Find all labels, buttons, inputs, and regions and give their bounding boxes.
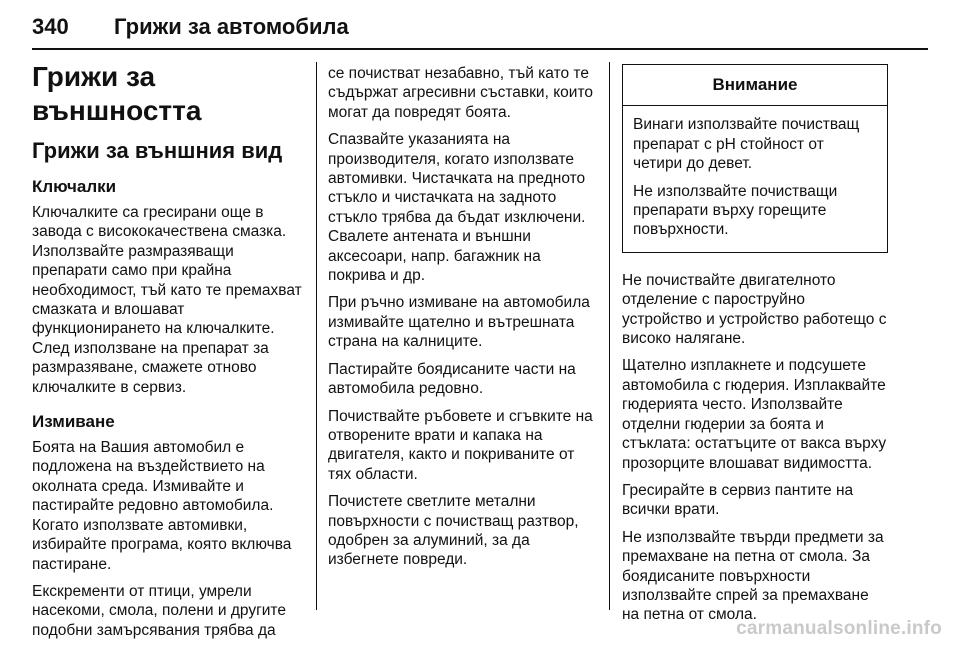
paragraph: Почистете светлите метални повърхности с почистващ разтвор, одобрен за алуминий, за да избегнете повреди. [328,493,579,569]
notice-text-2: Не използвайте почистващи препарати върху горещите повърхности. [633,182,838,239]
paragraph: Почиствайте ръбовете и сгъвките на отворените врати и капака на двигателя, както и покриваните от тях области. [328,407,593,483]
paragraph: Не използвайте твърди предмети за премахване на петна от смола. За боядисаните повърхности използвайте спрей за премахване на петна от смола. [622,528,884,624]
paragraph: Спазвайте указанията на производителя, когато използвате автомивки. Чистачката на предното стъкло и чистачката на задното стъкло трябва да бъдат изключени. Свалете антената и външни аксесоари, напр. багажник на покрива и др. [328,131,586,285]
column-divider-2 [609,62,610,610]
notice-title: Внимание [623,65,887,106]
heading-locks: Ключалки [32,177,117,196]
text-washing-1: Боята на Вашия автомобил е подложена на въздействието на околната среда. Измивайте и пастирайте редовно автомобила. Когато използвате автомивки, избирайте програма, която включва пастиране. [32,439,292,573]
paragraph: Гресирайте в сервиз пантите на всички врати. [622,481,854,519]
notice-box [622,64,888,253]
header-divider [32,48,928,50]
heading-washing: Измиване [32,412,115,432]
chapter-title: Грижи за автомобила [114,14,349,39]
paragraph: Не почиствайте двигателното отделение с пароструйно устройство и устройство работещо с високо налягане. [622,271,887,348]
column-1 [32,60,308,648]
watermark: carmanualsonline.info [736,618,942,639]
paragraph: Пастирайте боядисаните части на автомобила редовно. [328,360,576,398]
paragraph: се почистват незабавно, тъй като те съдържат агресивни съставки, които могат да повредят боята. [328,65,593,121]
page-number: 340 [32,14,69,39]
text-washing-2: Екскременти от птици, умрели насекоми, смола, полени и другите подобни замърсявания трябва да [32,582,286,639]
column-2 [328,64,598,578]
section-subtitle: Грижи за външния вид [32,138,283,163]
section-title: Грижи за външността [32,61,202,126]
column-3 [622,64,888,633]
text-locks: Ключалките са гресирани още в завода с висококачествена смазка. Използвайте размразяващи препарати само при крайна необходимост, тъй като те премахват смазката и влошават функционирането на ключалките. След използване на препарат за размразяване, смажете отново ключалките в сервиз. [32,204,302,396]
notice-body [623,106,887,251]
paragraph: Щателно изплакнете и подсушете автомобила с гюдерия. Изплаквайте гюдерията често. Използвайте отделни гюдерии за боята и стъклата: остатъците от вакса върху прозорците влошават видимостта. [622,357,887,472]
column-divider-1 [316,62,317,610]
paragraph: При ръчно измиване на автомобила измивайте щателно и вътрешната страна на калниците. [328,294,590,351]
notice-text-1: Винаги използвайте почистващ препарат с pH стойност от четири до девет. [633,116,860,173]
